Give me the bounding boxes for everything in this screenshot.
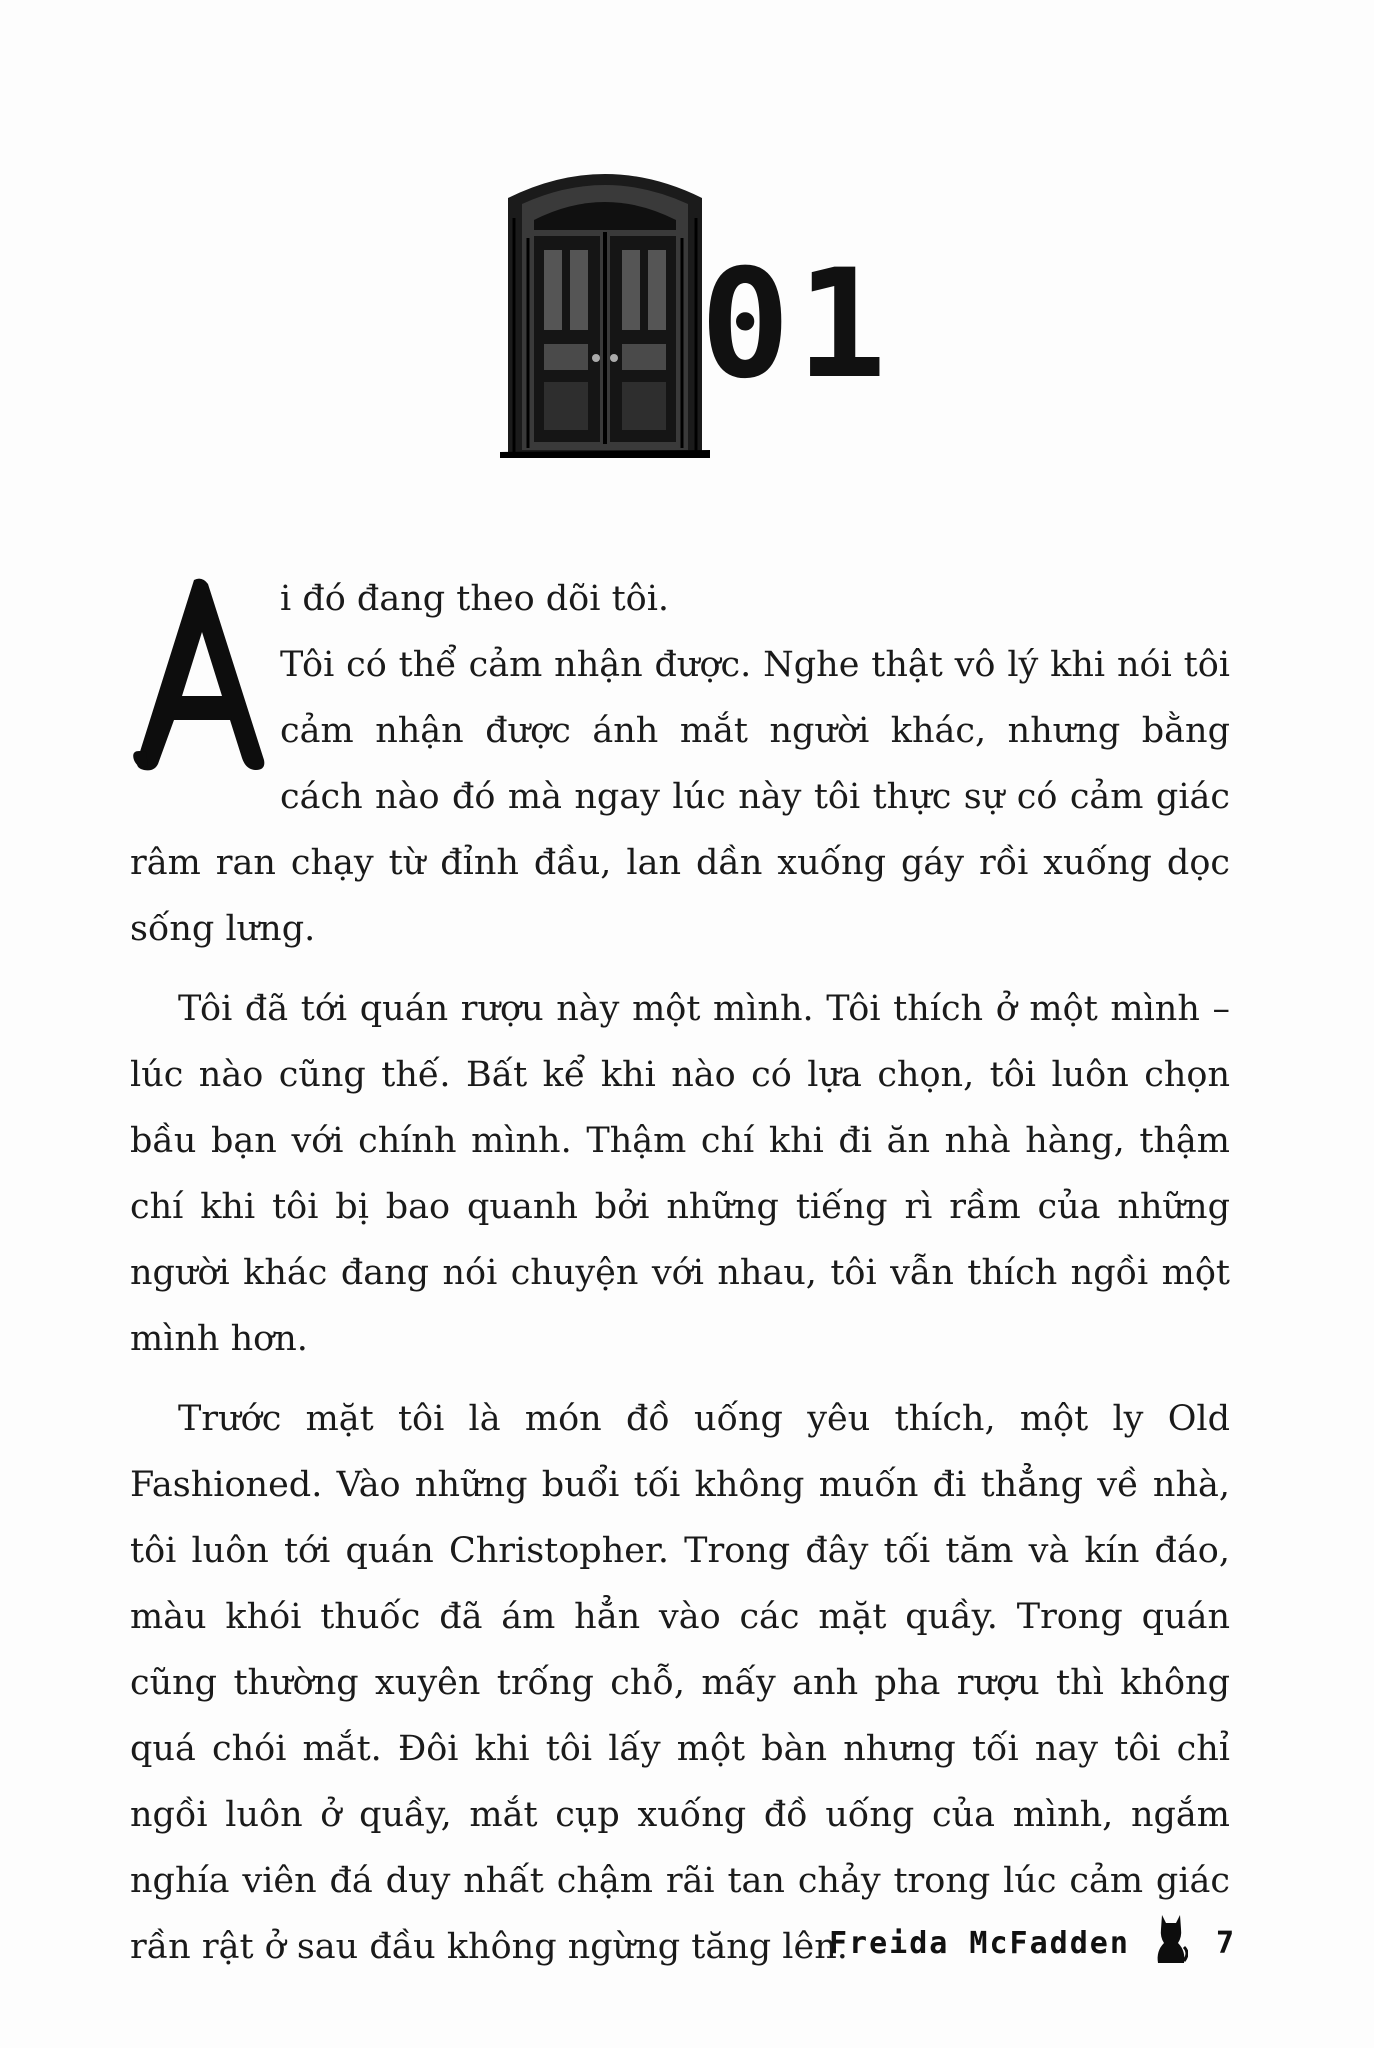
drop-cap-a bbox=[124, 574, 274, 774]
page-number: 7 bbox=[1215, 1925, 1234, 1961]
page-footer bbox=[829, 1918, 1234, 1968]
author-name: Freida McFadden bbox=[829, 1925, 1130, 1961]
door-illustration bbox=[500, 158, 710, 458]
paragraph-2: Tôi có thể cảm nhận được. Nghe thật vô lý khi nói tôi cảm nhận được ánh mắt người khác, nhưng bằng cách nào đó mà ngay lúc này tôi thực sự có cảm giác râm ran chạy từ đỉnh đầu, lan dần xuống gáy rồi xuống dọc sống lưng. bbox=[130, 645, 1230, 949]
cat-icon bbox=[1154, 1913, 1188, 1965]
chapter-heading bbox=[500, 158, 900, 458]
chapter-number: 01 bbox=[700, 238, 893, 412]
paragraph-4: Trước mặt tôi là món đồ uống yêu thích, một ly Old Fashioned. Vào những buổi tối không muốn đi thẳng về nhà, tôi luôn tới quán Christopher. Trong đây tối tăm và kín đáo, màu khói thuốc đã ám hẳn vào các mặt quầy. Trong quán cũng thường xuyên trống chỗ, mấy anh pha rượu thì không quá chói mắt. Đôi khi tôi lấy một bàn nhưng tối nay tôi chỉ ngồi luôn ở quầy, mắt cụp xuống đồ uống của mình, ngắm nghía viên đá duy nhất chậm rãi tan chảy trong lúc cảm giác rần rật ở sau đầu không ngừng tăng lên. bbox=[130, 1399, 1230, 1967]
paragraph-3: Tôi đã tới quán rượu này một mình. Tôi thích ở một mình – lúc nào cũng thế. Bất kể khi nào có lựa chọn, tôi luôn chọn bầu bạn với chính mình. Thậm chí khi đi ăn nhà hàng, thậm chí khi tôi bị bao quanh bởi những tiếng rì rầm của những người khác đang nói chuyện với nhau, tôi vẫn thích ngồi một mình hơn. bbox=[130, 989, 1230, 1359]
paragraph-1: i đó đang theo dõi tôi. bbox=[280, 579, 670, 619]
chapter-body bbox=[130, 566, 1230, 1994]
